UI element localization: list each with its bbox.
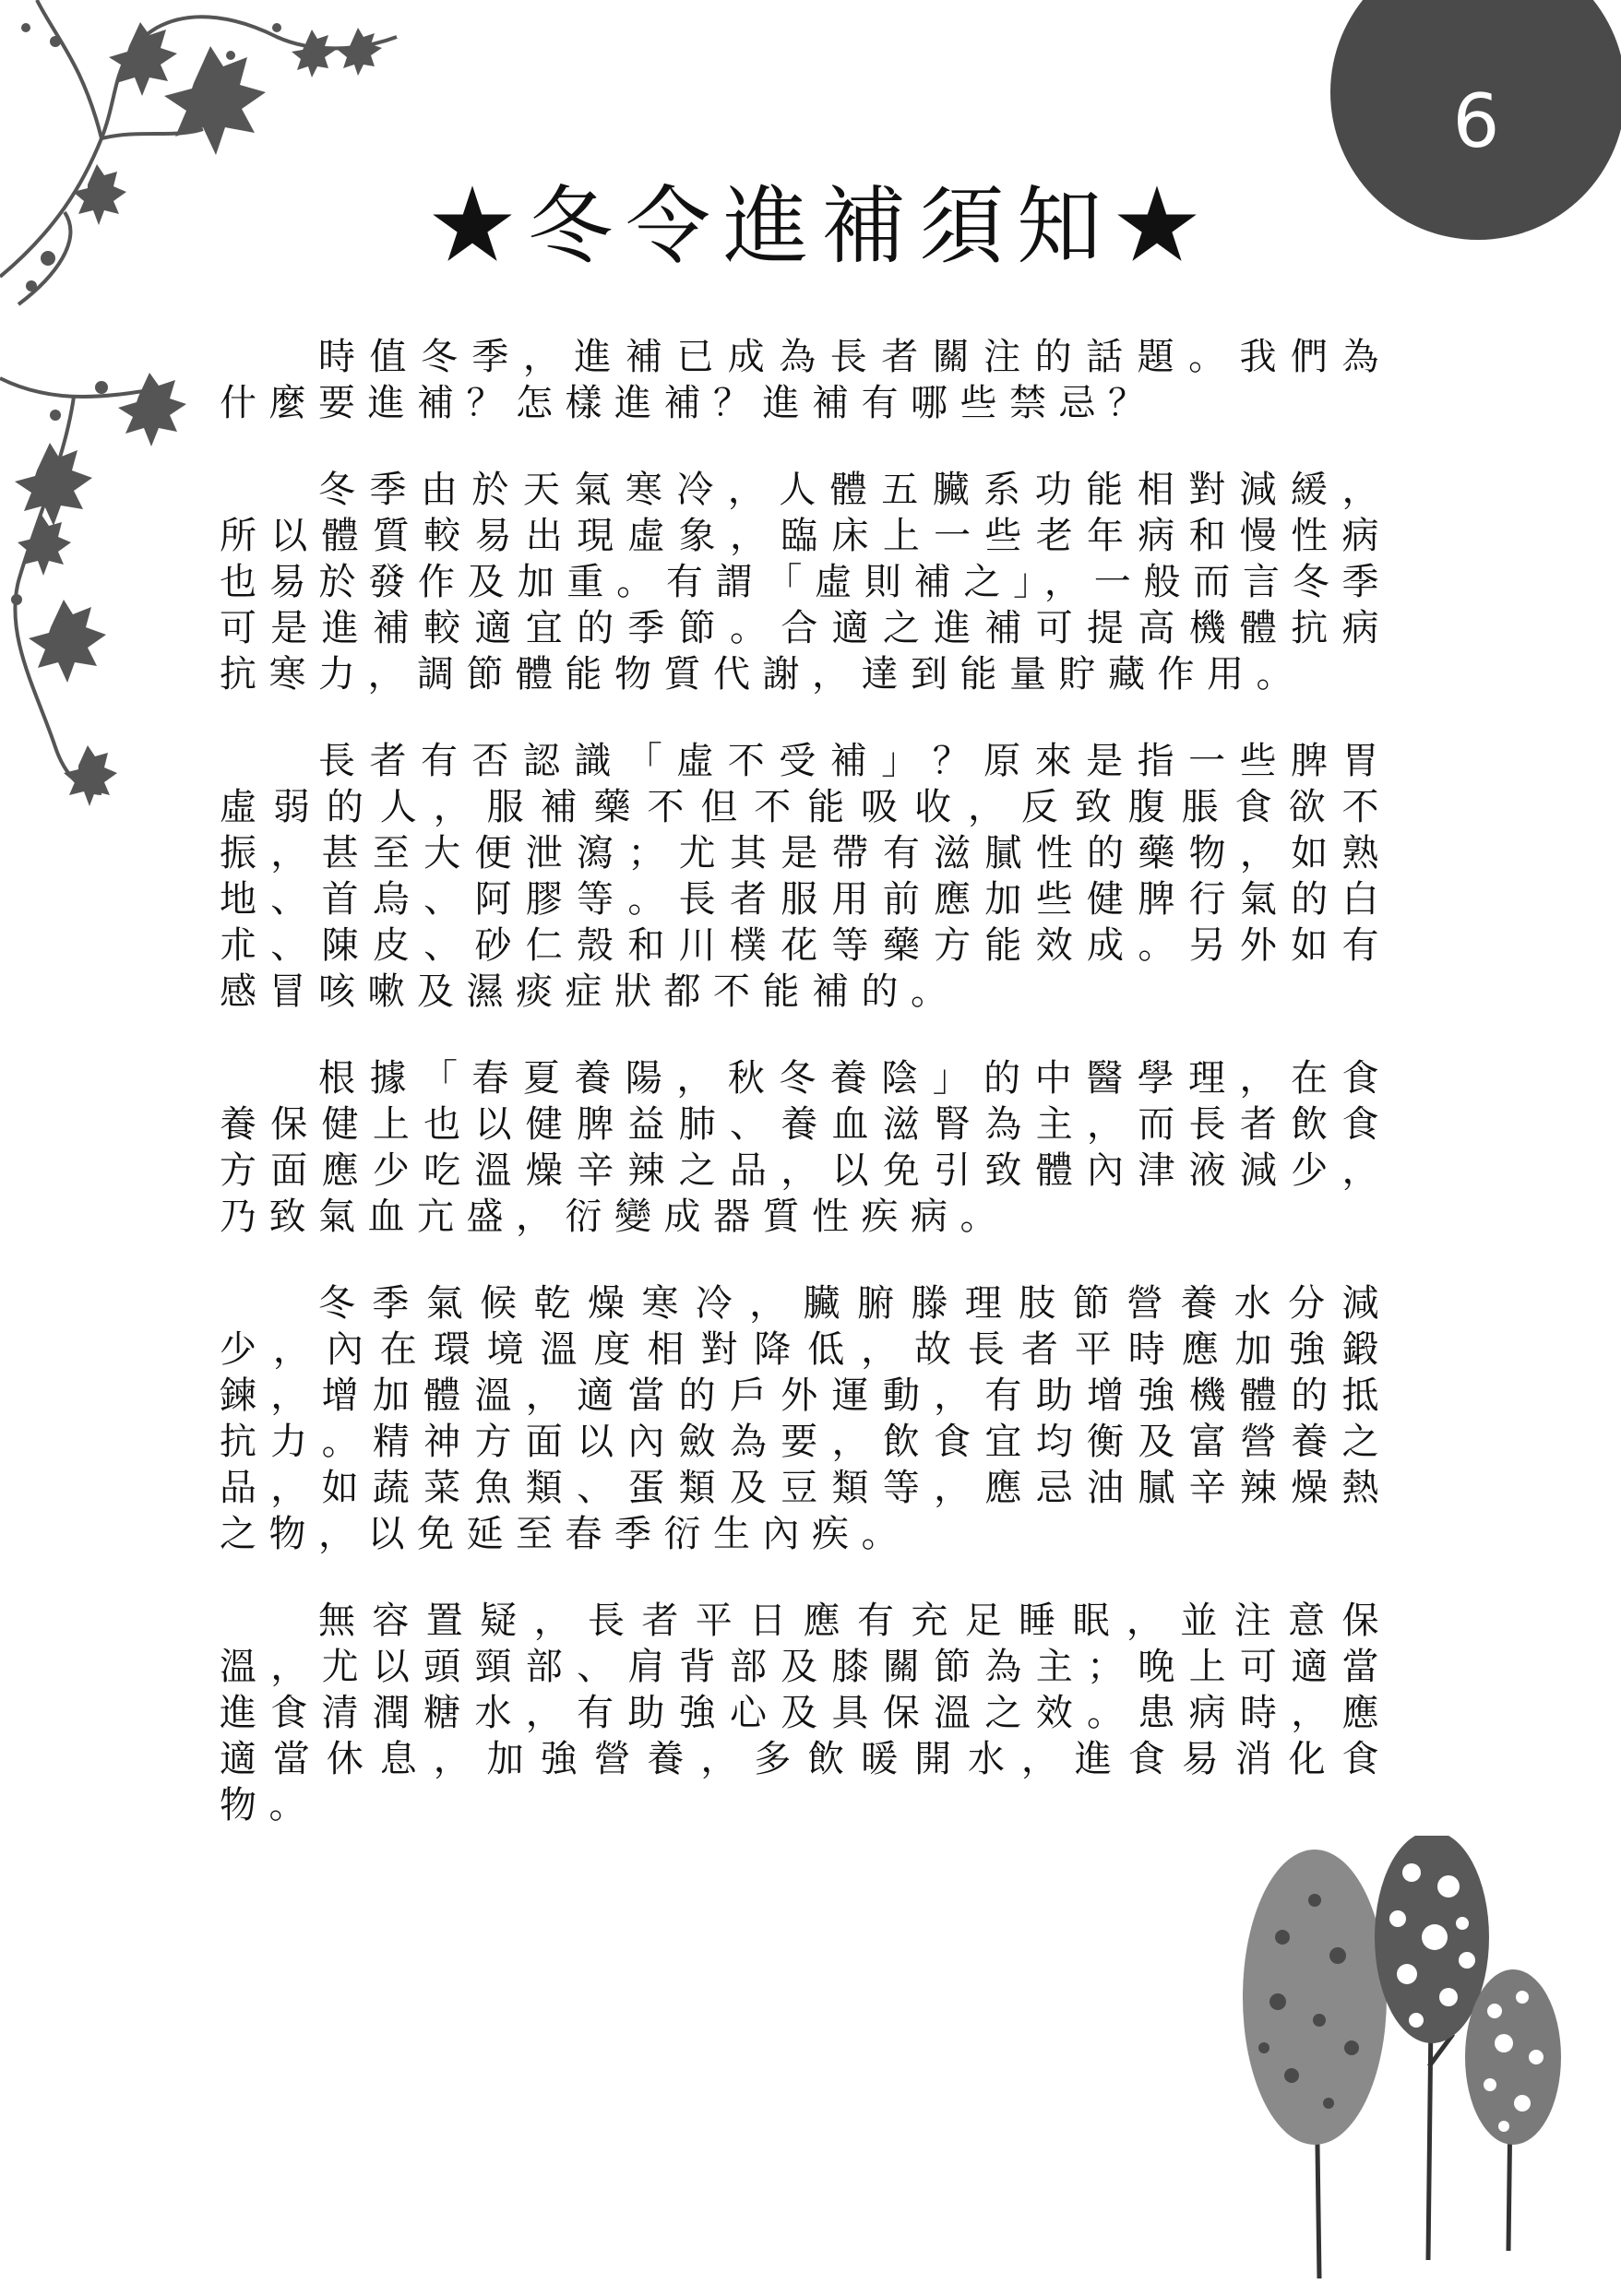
paragraph-rest: 無容置疑，長者平日應有充足睡眠，並注意保溫，尤以頭頸部、肩背部及膝關節為主；晚上可適當進食清潤糖水，有助強心及具保溫之效。患病時，應適當休息，加強營養，多飲暖開水，進食易消化食物。 [220,1600,1391,1826]
page-title: ★冬令進補須知★ [429,177,1212,276]
paragraph-diet: 根據「春夏養陽，秋冬養陰」的中醫學理，在食養保健上也以健脾益肺、養血滋腎為主，而長者飲食方面應少吃溫燥辛辣之品，以免引致體內津液減少，乃致氣血亢盛，衍變成器質性疾病。 [220,1057,1391,1238]
page-number: 6 [1452,78,1500,164]
paragraph-intro: 時值冬季，進補已成為長者關注的話題。我們為什麼要進補？怎樣進補？進補有哪些禁忌？ [220,336,1391,424]
paragraph-deficiency: 長者有否認識「虛不受補」？原來是指一些脾胃虛弱的人，服補藥不但不能吸收，反致腹脹食欲不振，甚至大便泄瀉；尤其是帶有滋膩性的藥物，如熟地、首烏、阿膠等。長者服用前應加些健脾行氣的白朮、陳皮、砂仁殼和川樸花等藥方能效成。另外如有感冒咳嗽及濕痰症狀都不能補的。 [220,740,1391,1013]
article-body [220,334,1391,1869]
ivy-vine-left-icon [0,360,203,821]
paragraph-exercise: 冬季氣候乾燥寒冷，臟腑滕理肢節營養水分減少，內在環境溫度相對降低，故長者平時應加強鍛鍊，增加體溫，適當的戶外運動，有助增強機體的抵抗力。精神方面以內斂為要，飲食宜均衡及富營養之品，如蔬菜魚類、蛋類及豆類等，應忌油膩辛辣燥熱之物，以免延至春季衍生內疾。 [220,1282,1391,1555]
ivy-vine-top-icon [0,0,424,332]
polka-dot-trees-icon [1227,1836,1587,2288]
paragraph-winter-tonic: 冬季由於天氣寒冷，人體五臟系功能相對減緩，所以體質較易出現虛象，臨床上一些老年病和慢性病也易於發作及加重。有謂「虛則補之」，一般而言冬季可是進補較適宜的季節。合適之進補可提高機體抗病抗寒力，調節體能物質代謝，達到能量貯藏作用。 [220,469,1391,696]
